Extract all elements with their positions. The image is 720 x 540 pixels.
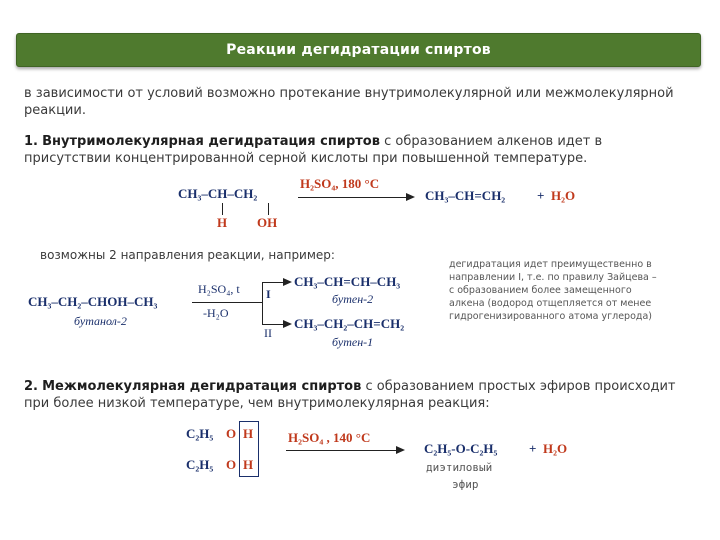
reaction1-oh: OH xyxy=(257,215,278,230)
section-1-heading: Внутримолекулярная дегидратация спиртов xyxy=(42,134,380,149)
reaction2-product2: CH₃–CH₂–CH=CH₂ xyxy=(294,316,405,331)
reaction3-row2-o: O xyxy=(226,457,237,472)
reaction2-product2-name: бутен-1 xyxy=(332,335,374,349)
title-bar xyxy=(16,33,701,67)
reaction3-plus: + xyxy=(529,441,537,456)
reaction1-plus: + xyxy=(537,188,545,203)
page-title: Реакции дегидратации спиртов xyxy=(226,42,491,58)
reaction1-h: H xyxy=(217,215,228,230)
section-2-number: 2. xyxy=(24,379,38,394)
reaction2-arrow2-head xyxy=(283,320,292,328)
reaction3-water: H₂O xyxy=(543,441,568,456)
reaction1-arrow xyxy=(298,197,408,198)
section-2-paragraph xyxy=(24,378,684,412)
section-1-number: 1. xyxy=(24,134,38,149)
section-2-text: с образованием простых эфиров происходит при более низкой температуре, чем внутримолекулярная реакция: xyxy=(24,379,676,411)
reaction3-row2-group: C₂H₅ xyxy=(186,457,214,472)
reaction1-conditions: H₂SO₄, 180 °C xyxy=(300,176,380,191)
reaction1-arrow-head xyxy=(406,193,415,201)
directions-text: возможны 2 направления реакции, например: xyxy=(40,248,335,262)
reaction2-conditions-bottom: -H₂O xyxy=(203,306,229,320)
reaction2-reactant: CH₃–CH₂–CHOH–CH₃ xyxy=(28,294,158,309)
reaction2-path2-label: II xyxy=(264,326,272,340)
reaction2-path1-label: I xyxy=(266,287,271,301)
reaction3-product: C₂H₅-O-C₂H₅ xyxy=(424,441,498,456)
reaction3-arrow-head xyxy=(396,446,405,454)
reaction1-bond-h xyxy=(222,203,223,215)
reaction2-arrow2 xyxy=(262,324,284,325)
reaction2-product1: CH₃–CH=CH–CH₃ xyxy=(294,274,401,289)
reaction2-product1-name: бутен-2 xyxy=(332,292,374,306)
reaction1-product: CH₃–CH=CH₂ xyxy=(425,188,506,203)
reaction3-row2-h: H xyxy=(243,457,254,472)
reaction2-main-line xyxy=(192,302,262,303)
reaction3-conditions: H₂SO₄ , 140 °C xyxy=(288,430,371,445)
reaction2-arrow1-head xyxy=(283,278,292,286)
reaction2-conditions-top: H₂SO₄, t xyxy=(198,282,240,296)
reaction2-reactant-name: бутанол-2 xyxy=(74,314,127,328)
reaction2-arrow1 xyxy=(262,282,284,283)
reaction3-row1-h: H xyxy=(243,426,254,441)
section-1-text: с образованием алкенов идет в присутствии концентрированной серной кислоты при повышенной температуре. xyxy=(24,134,603,166)
reaction3-product-name-1: диэтиловый xyxy=(426,461,493,474)
reaction1-reactant: CH₃–CH–CH₂ xyxy=(178,186,258,201)
intro-text: в зависимости от условий возможно протекание внутримолекулярной или межмолекулярной реакции. xyxy=(24,86,674,118)
reaction3-product-name-2: эфир xyxy=(452,478,479,491)
reaction3-row1-o: O xyxy=(226,426,237,441)
reaction2-branch-line xyxy=(262,282,263,324)
zaitsev-note: дегидратация идет преимущественно в направлении I, т.е. по правилу Зайцева – с образованием более замещенного алкена (водород отщепляется от менее гидрогенизированного атома углерода) xyxy=(449,259,657,322)
reaction1-water: H₂O xyxy=(551,188,576,203)
reaction3-row1-group: C₂H₅ xyxy=(186,426,214,441)
reaction3-water-box xyxy=(239,421,259,477)
reaction3-arrow xyxy=(286,450,398,451)
section-1-paragraph xyxy=(24,133,674,167)
reaction1-bond-oh xyxy=(268,203,269,215)
section-2-heading: Межмолекулярная дегидратация спиртов xyxy=(42,379,362,394)
